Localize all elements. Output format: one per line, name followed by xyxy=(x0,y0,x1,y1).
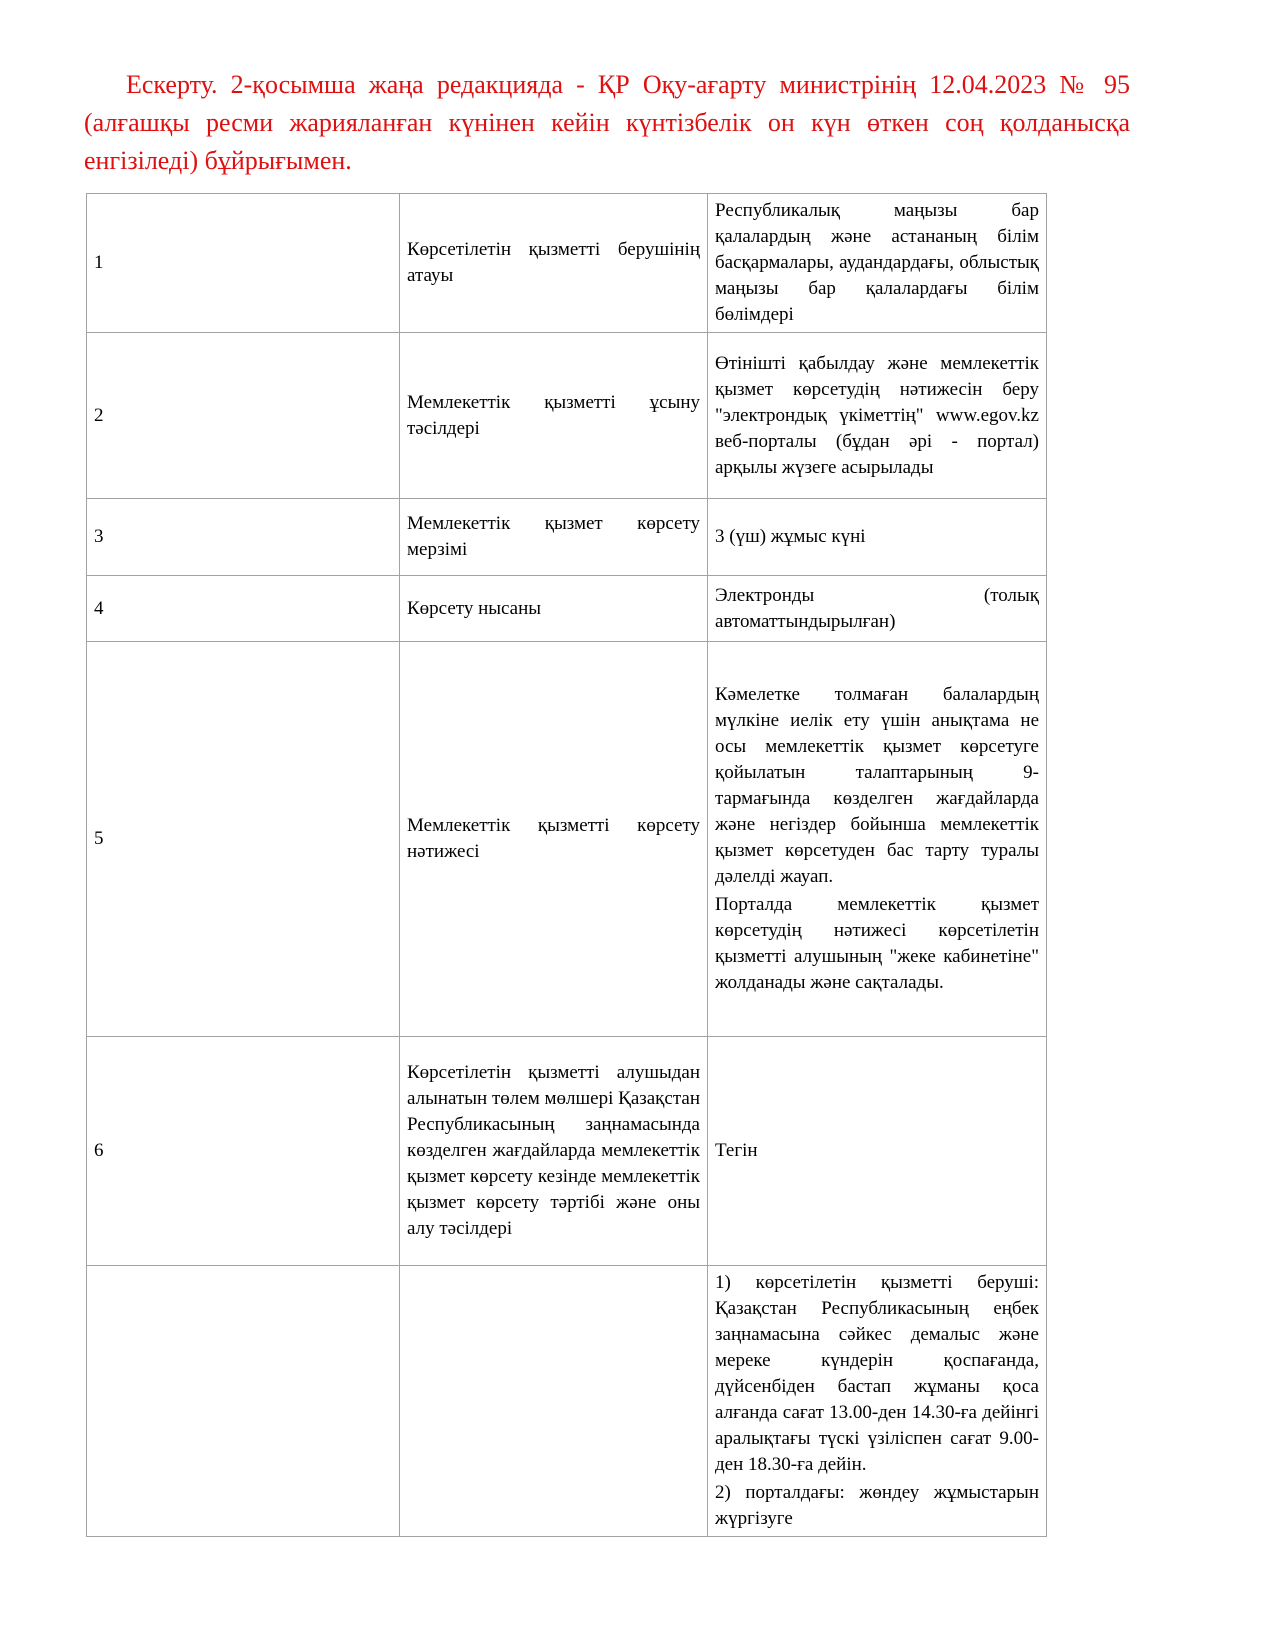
value-paragraph: Кәмелетке толмаған балалардың мүлкіне иелік ету үшін анықтама не осы мемлекеттік қызмет көрсетуге қойылатын талаптарының 9-тармағында көзделген жағдайларда және негіздер бойынша мемлекеттік қызмет көрсетуден бас тарту туралы дәлелді жауап. xyxy=(715,684,1039,887)
row-label-cell: Көрсетілетін қызметті алушыдан алынатын төлем мөлшері Қазақстан Республикасының заңнамасында көзделген жағдайларда мемлекеттік қызмет көрсету кезінде мемлекеттік қызмет көрсету тәртібі және оны алу тәсілдері xyxy=(400,1037,708,1266)
row-label-cell: Мемлекеттік қызмет көрсету мерзімі xyxy=(400,499,708,576)
row-label-cell: Көрсету нысаны xyxy=(400,576,708,642)
row-number-cell: 1 xyxy=(87,194,400,333)
table-row xyxy=(87,194,1047,333)
row-value-cell xyxy=(708,499,1047,576)
row-value-cell xyxy=(708,333,1047,499)
value-paragraph: 2) порталдағы: жөндеу жұмыстарын жүргізуге xyxy=(715,1482,1039,1529)
table-row xyxy=(87,1037,1047,1266)
table-row xyxy=(87,1266,1047,1537)
table-row xyxy=(87,642,1047,1037)
row-label-cell: Мемлекеттік қызметті көрсету нәтижесі xyxy=(400,642,708,1037)
row-number-cell: 2 xyxy=(87,333,400,499)
row-number-cell xyxy=(87,1266,400,1537)
row-value-cell xyxy=(708,1266,1047,1537)
row-value-cell xyxy=(708,642,1047,1037)
row-number-cell: 6 xyxy=(87,1037,400,1266)
value-paragraph: Өтінішті қабылдау және мемлекеттік қызмет көрсетудің нәтижесін беру "электрондық үкіметтің" www.egov.kz веб-порталы (бұдан әрі - портал) арқылы жүзеге асырылады xyxy=(715,352,1039,478)
row-value-cell xyxy=(708,576,1047,642)
value-paragraph: Порталда мемлекеттік қызмет көрсетудің нәтижесі көрсетілетін қызметті алушының "жеке кабинетіне" жолданады және сақталады. xyxy=(715,894,1039,993)
table-row xyxy=(87,499,1047,576)
row-number-cell: 5 xyxy=(87,642,400,1037)
value-paragraph: Тегін xyxy=(715,1140,758,1161)
service-info-table xyxy=(86,193,1047,1537)
row-label-cell: Мемлекеттік қызметті ұсыну тәсілдері xyxy=(400,333,708,499)
service-table-body xyxy=(87,194,1047,1537)
value-paragraph: Республикалық маңызы бар қалалардың және астананың білім басқармалары, аудандардағы, облыстық маңызы бар қалалардағы білім бөлімдері xyxy=(715,200,1039,325)
row-value-cell xyxy=(708,194,1047,333)
table-row xyxy=(87,576,1047,642)
value-paragraph: 1) көрсетілетін қызметті беруші: Қазақстан Республикасының еңбек заңнамасына сәйкес демалыс және мереке күндерін қоспағанда, дүйсенбіден бастап жұманы қоса алғанда сағат 13.00-ден 14.30-ға дейінгі аралықтағы түскі үзіліспен сағат 9.00-ден 18.30-ға дейін. xyxy=(715,1272,1039,1475)
row-value-cell xyxy=(708,1037,1047,1266)
row-label-cell xyxy=(400,1266,708,1537)
value-paragraph: 3 (үш) жұмыс күні xyxy=(715,526,866,547)
amendment-note-text: Ескерту. 2-қосымша жаңа редакцияда - ҚР Оқу-ағарту министрінің 12.04.2023 № 95 (алғашқы ресми жарияланған күнінен кейін күнтізбелік он күн өткен соң қолданысқа енгізіледі) бұйрығымен. xyxy=(84,70,1130,175)
service-info-table-container xyxy=(86,193,1048,1575)
table-row xyxy=(87,333,1047,499)
amendment-note xyxy=(84,66,1130,180)
row-number-cell: 4 xyxy=(87,576,400,642)
row-label-cell: Көрсетілетін қызметті берушінің атауы xyxy=(400,194,708,333)
value-paragraph: Электронды (толық автоматтындырылған) xyxy=(715,584,1039,632)
row-number-cell: 3 xyxy=(87,499,400,576)
